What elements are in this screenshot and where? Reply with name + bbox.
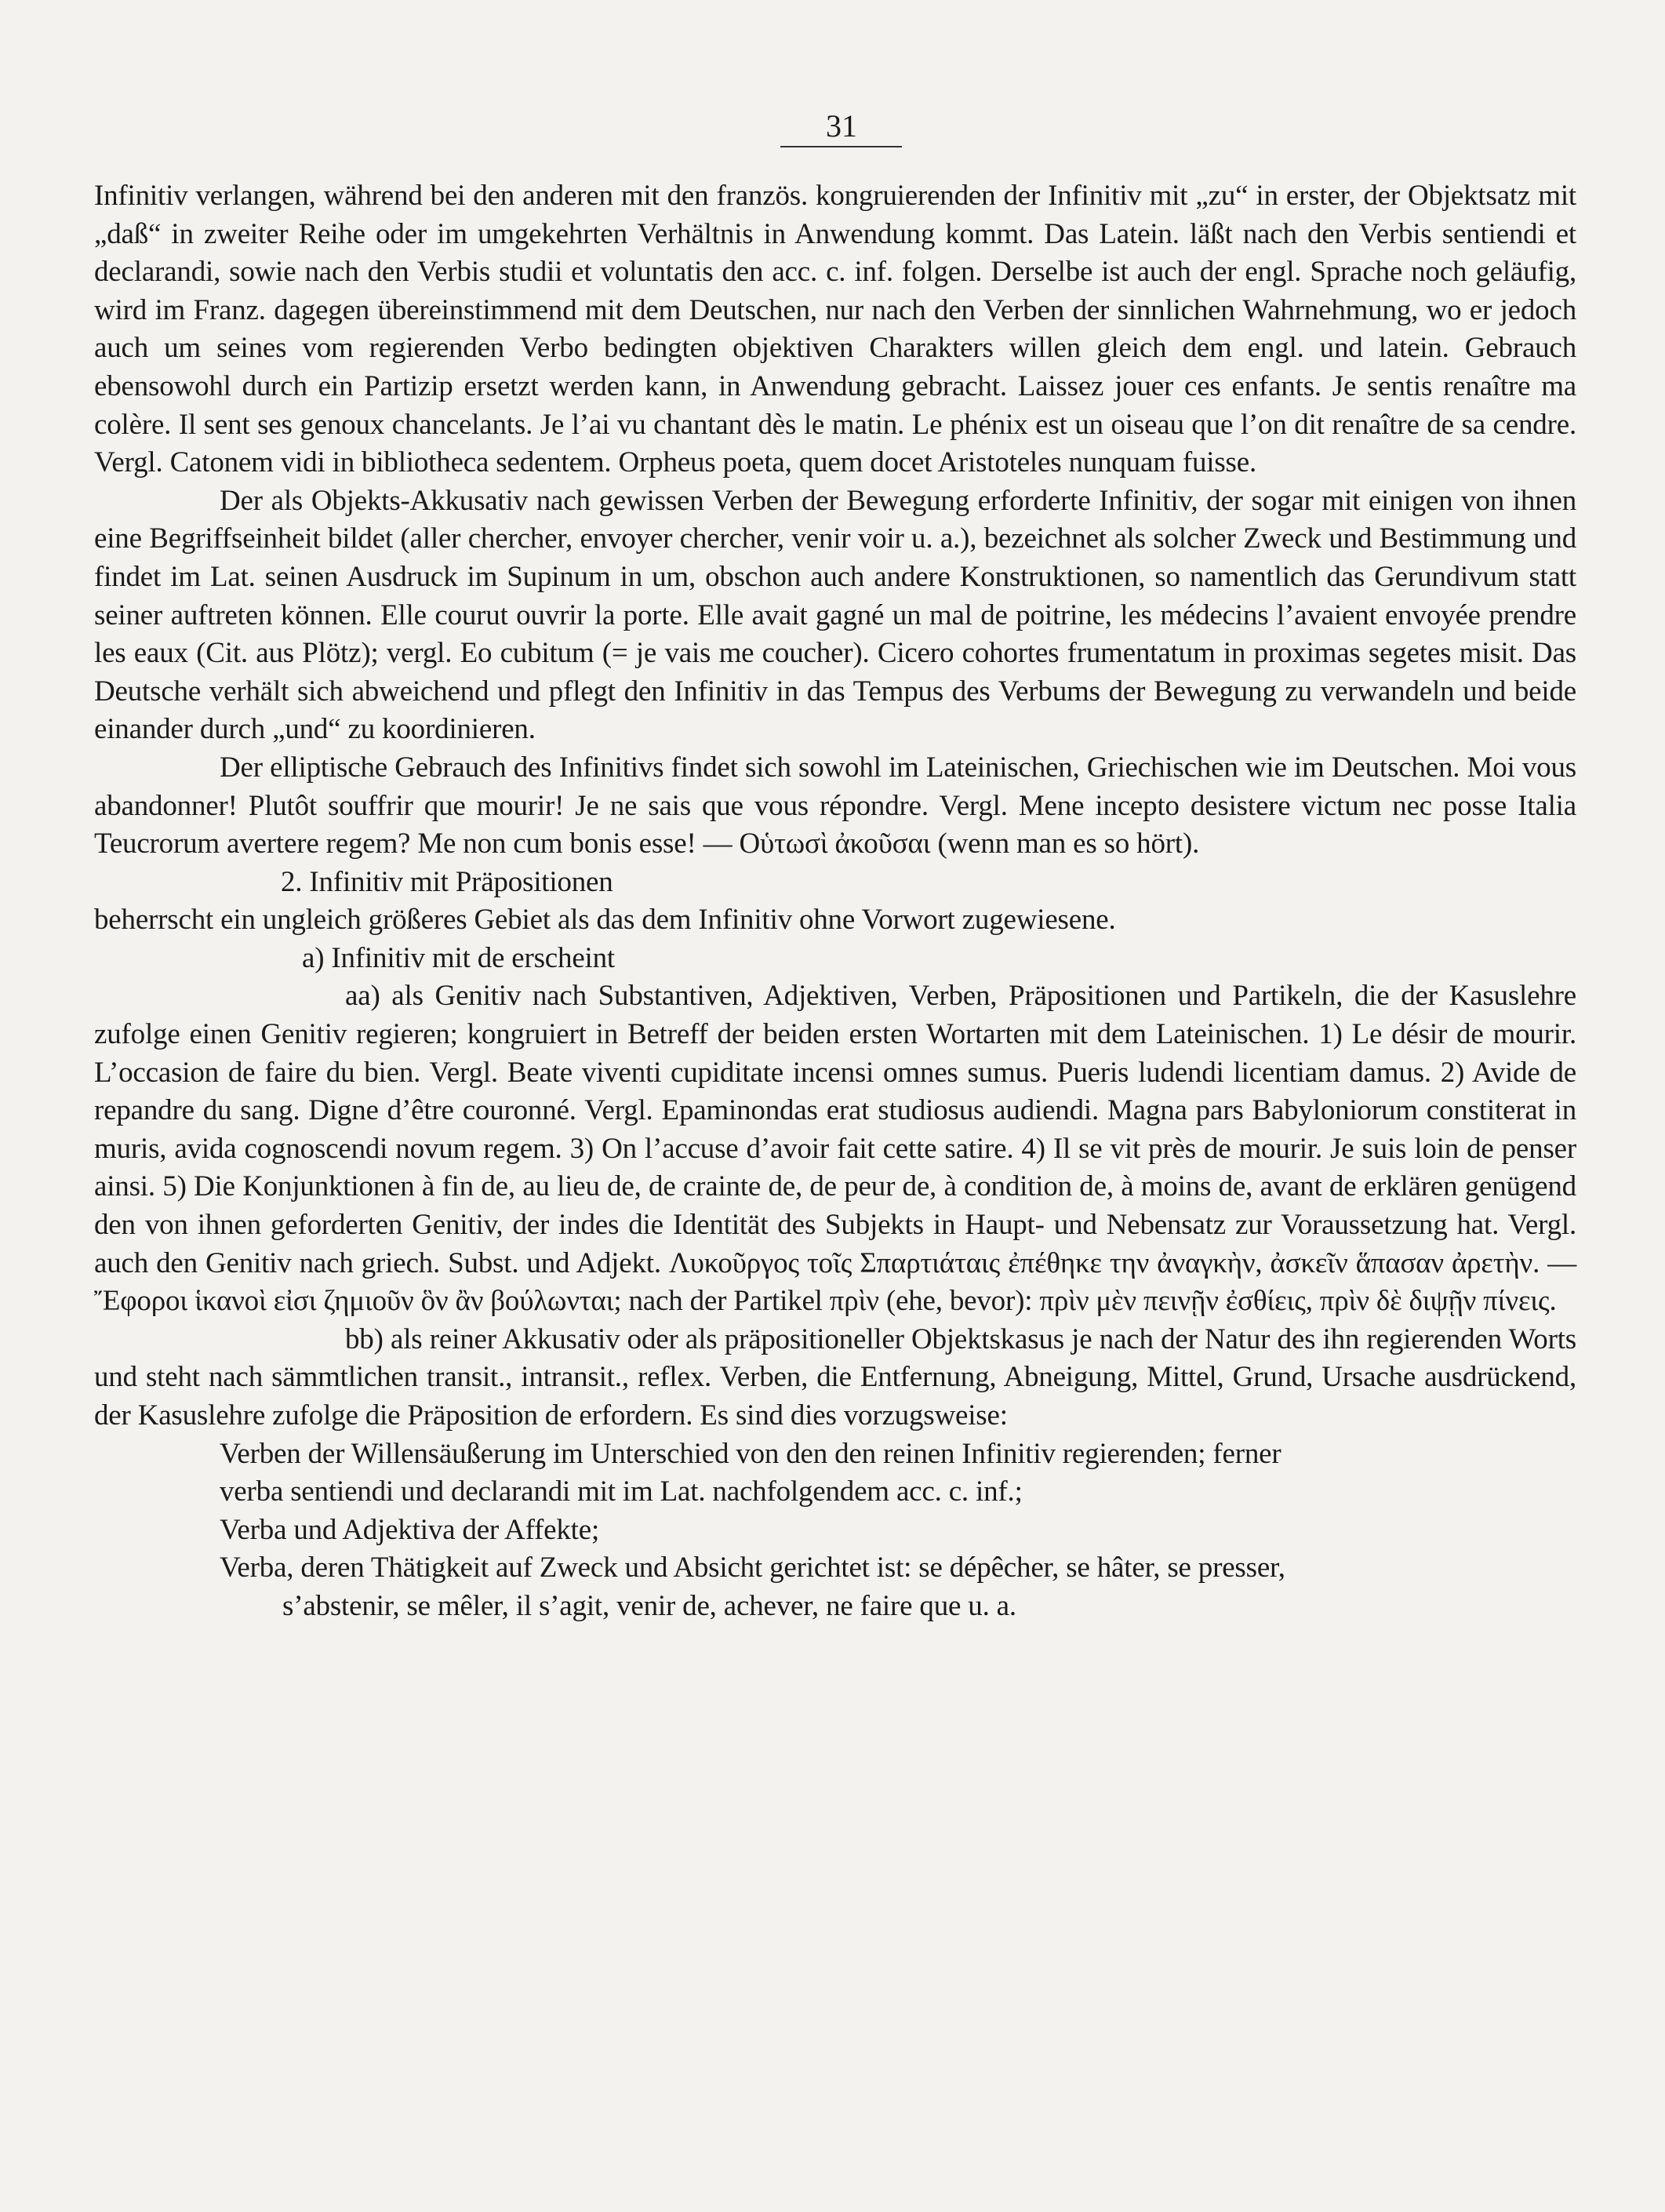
page-number-rule [780, 146, 902, 147]
page-number: 31 [826, 108, 857, 144]
section-heading-2: 2. Infinitiv mit Präpositionen [281, 865, 613, 898]
list-item-willensaeusserung [94, 1435, 1576, 1512]
paragraph-bb-akkusativ: bb) als reiner Akkusativ oder als präpositioneller Objektskasus je nach der Natur des ihn regierenden Worts und steht nach sämmtlichen transit., intransit., reflex. Verben, die Entfernung, Abneigung, Mittel, Grund, Ursache ausdrückend, der Kasuslehre zufolge die Präposition de erfordern. Es sind dies vorzugsweise: [94, 1322, 1576, 1432]
section-2-intro: beherrscht ein ungleich größeres Gebiet als das dem Infinitiv ohne Vorwort zugewiesene. [94, 904, 1116, 937]
list-item-line: s’abstenir, se mêler, il s’agit, venir de, achever, ne faire que u. a. [282, 1589, 1016, 1622]
list-item-line: verba sentiendi und declarandi mit im Lat. nachfolgendem acc. c. inf.; [220, 1475, 1023, 1508]
body-text [94, 177, 1576, 1626]
paragraph-objekts-akkusativ: Der als Objekts-Akkusativ nach gewissen Verben der Bewegung erforderte Infinitiv, der sogar mit einigen von ihnen eine Begriffseinheit bildet (aller chercher, envoyer chercher, venir voir u. a.), bezeichnet als solcher Zweck und Bestimmung und findet im Lat. seinen Ausdruck im Supinum in um, obschon auch andere Konstruktionen, so namentlich das Gerundivum statt seiner auftreten können. Elle courut ouvrir la porte. Elle avait gagné un mal de poitrine, les médecins l’avaient envoyée prendre les eaux (Cit. aus Plötz); vergl. Eo cubitum (= je vais me coucher). Cicero cohortes frumentatum in proximas segetes misit. Das Deutsche verhält sich abweichend und pflegt den Infinitiv in das Tempus des Verbums der Bewegung zu verwandeln und beide einander durch „und“ zu koordinieren. [94, 484, 1576, 746]
subsection-heading-a: a) Infinitiv mit de erscheint [302, 941, 616, 974]
paragraph-elliptischer-gebrauch: Der elliptische Gebrauch des Infinitivs findet sich sowohl im Lateinischen, Griechischen wie im Deutschen. Moi vous abandonner! Plutôt souffrir que mourir! Je ne sais que vous répondre. Vergl. Mene incepto desistere victum nec posse Italia Teucrorum avertere regem? Me non cum bonis esse! — Οὑτωσὶ ἀκοῦσαι (wenn man es so hört). [94, 751, 1576, 860]
list-item-line: Verben der Willensäußerung im Unterschied von den den reinen Infinitiv regierenden; ferner [220, 1437, 1281, 1470]
paragraph-aa-genitiv: aa) als Genitiv nach Substantiven, Adjektiven, Verben, Präpositionen und Partikeln, die der Kasuslehre zufolge einen Genitiv regieren; kongruiert in Betreff der beiden ersten Wortarten mit dem Lateinischen. 1) Le désir de mourir. L’occasion de faire du bien. Vergl. Beate viventi cupiditate incensi omnes sumus. Pueris ludendi licentiam damus. 2) Avide de repandre du sang. Digne d’être couronné. Vergl. Epaminondas erat studiosus audiendi. Magna pars Babyloniorum constiterat in muris, avida cognoscendi novum regem. 3) On l’accuse d’avoir fait cette satire. 4) Il se vit près de mourir. Je suis loin de penser ainsi. 5) Die Konjunktionen à fin de, au lieu de, de crainte de, de peur de, à condition de, à moins de, avant de erklären genügend den von ihnen geforderten Genitiv, der indes die Identität des Subjekts in Haupt- und Nebensatz zur Voraussetzung hat. Vergl. auch den Genitiv nach griech. Subst. und Adjekt. Λυκοῦργος τοῖς Σπαρτιάταις ἐπέθηκε την ἀναγκὴν, ἀσκεῖν ἅπασαν ἀρετὴν. —Ἔφοροι ἱκανοὶ εἰσι ζημιοῦν ὃν ἂν βούλωνται; nach der Partikel πρὶν (ehe, bevor): πρὶν μὲν πεινῇν ἐσθίεις, πρὶν δὲ διψῇν πίνεις. [94, 980, 1576, 1318]
paragraph-infinitiv-verlangen: Infinitiv verlangen, während bei den anderen mit den französ. kongruierenden der Infinitiv mit „zu“ in erster, der Objektsatz mit „daß“ in zweiter Reihe oder im umgekehrten Verhältnis in Anwendung kommt. Das Latein. läßt nach den Verbis sentiendi et declarandi, sowie nach den Verbis studii et voluntatis den acc. c. inf. folgen. Derselbe ist auch der engl. Sprache noch geläufig, wird im Franz. dagegen übereinstimmend mit dem Deutschen, nur nach den Verben der sinnlichen Wahrnehmung, wo er jedoch auch um seines vom regierenden Verbo bedingten objektiven Charakters willen gleich dem engl. und latein. Gebrauch ebensowohl durch ein Partizip ersetzt werden kann, in Anwendung gebracht. Laissez jouer ces enfants. Je sentis renaître ma colère. Il sent ses genoux chancelants. Je l’ai vu chantant dès le matin. Le phénix est un oiseau que l’on dit renaître de sa cendre. Vergl. Catonem vidi in bibliotheca sedentem. Orpheus poeta, quem docet Aristoteles nunquam fuisse. [94, 180, 1576, 479]
list-item-affekte: Verba und Adjektiva der Affekte; [220, 1513, 600, 1546]
list-item-line: Verba, deren Thätigkeit auf Zweck und Absicht gerichtet ist: se dépêcher, se hâter, se presser, [220, 1552, 1285, 1584]
list-item-zweck-absicht [94, 1549, 1576, 1625]
